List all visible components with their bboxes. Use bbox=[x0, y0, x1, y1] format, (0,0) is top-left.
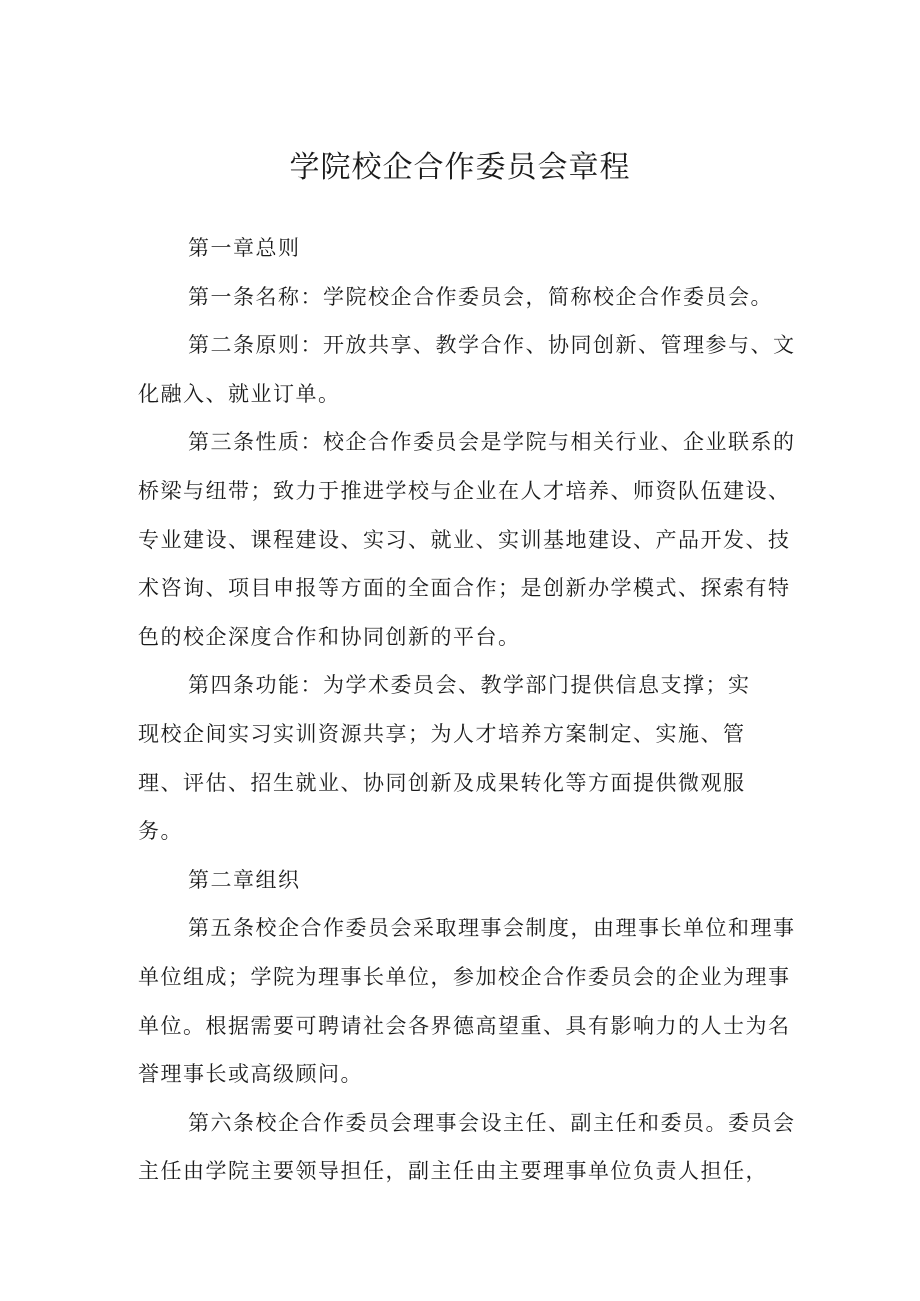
chapter-heading-2: 第二章组织 bbox=[188, 867, 301, 892]
chapter-heading-1: 第一章总则 bbox=[188, 236, 301, 260]
article-5: 第五条校企合作委员会采取理事会制度，由理事长单位和理事单位组成；学院为理事长单位，参加校企合作委员会的企业为理事单位。根据需要可聘请社会各界德高望重、具有影响力的人士为名誉理事长或高级顾问。 bbox=[138, 916, 796, 1087]
document-body bbox=[138, 224, 798, 1196]
document-title: 学院校企合作委员会章程 bbox=[289, 150, 631, 185]
article-6: 第六条校企合作委员会理事会设主任、副主任和委员。委员会主任由学院主要领导担任，副主任由主要理事单位负责人担任， bbox=[138, 1110, 796, 1184]
article-1: 第一条名称：学院校企合作委员会，简称校企合作委员会。 bbox=[188, 284, 773, 309]
article-3: 第三条性质：校企合作委员会是学院与相关行业、企业联系的桥梁与纽带；致力于推进学校与企业在人才培养、师资队伍建设、专业建设、课程建设、实习、就业、实训基地建设、产品开发、技术咨询、项目申报等方面的全面合作；是创新办学模式、探索有特色的校企深度合作和协同创新的平台。 bbox=[138, 430, 796, 649]
article-2: 第二条原则：开放共享、教学合作、协同创新、管理参与、文化融入、就业订单。 bbox=[138, 333, 796, 406]
article-4: 第四条功能：为学术委员会、教学部门提供信息支撑；实现校企间实习实训资源共享；为人才培养方案制定、实施、管理、评估、招生就业、协同创新及成果转化等方面提供微观服务。 bbox=[138, 673, 751, 844]
